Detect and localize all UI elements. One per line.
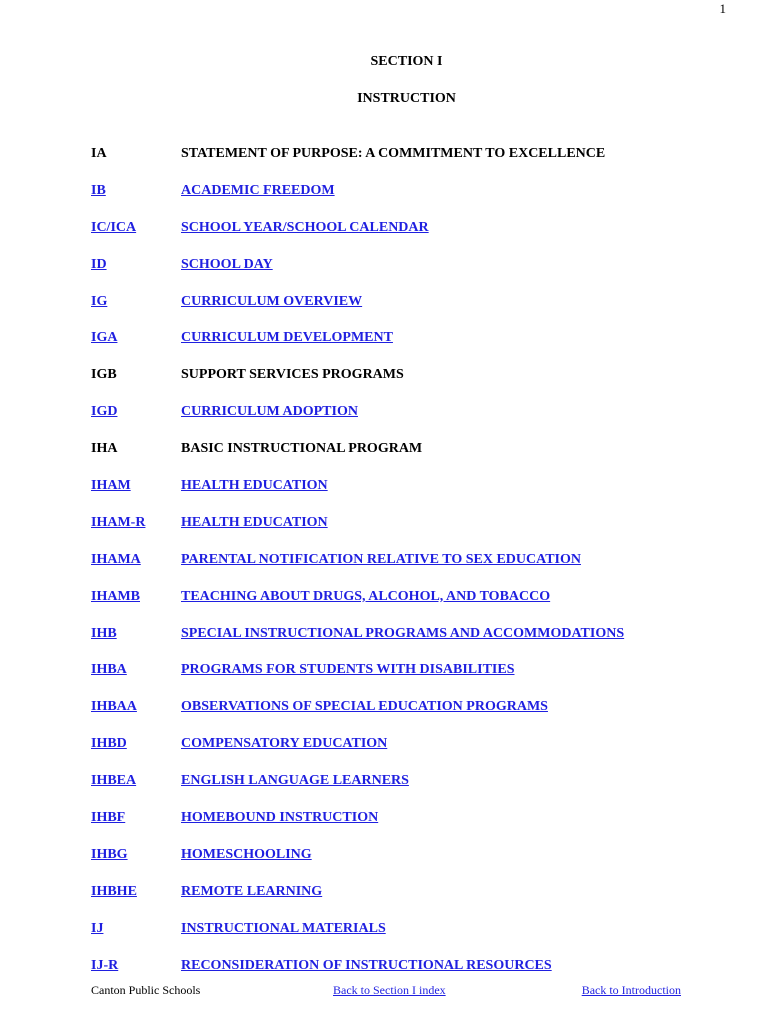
policy-entry[interactable] [91, 183, 731, 220]
policy-code-link[interactable]: IHB [91, 625, 117, 641]
policy-code-link[interactable]: IHAM-R [91, 514, 146, 530]
policy-title-link[interactable]: CURRICULUM ADOPTION [181, 404, 358, 420]
footer-organization: Canton Public Schools [91, 983, 201, 997]
policy-entry[interactable] [91, 515, 731, 552]
policy-entry[interactable] [91, 699, 731, 736]
policy-entry[interactable] [91, 884, 731, 921]
policy-code-link[interactable]: IGD [91, 404, 118, 420]
page-footer [91, 983, 681, 999]
policy-entry[interactable] [91, 589, 731, 626]
policy-index-list [91, 146, 731, 994]
policy-entry[interactable] [91, 810, 731, 847]
policy-title-link[interactable]: COMPENSATORY EDUCATION [181, 736, 388, 752]
policy-entry[interactable] [91, 626, 731, 663]
policy-entry[interactable] [91, 847, 731, 884]
policy-title-link[interactable]: INSTRUCTIONAL MATERIALS [181, 920, 386, 936]
policy-code-link[interactable]: IHBF [91, 810, 126, 826]
policy-code: IGB [91, 367, 117, 383]
policy-code-link[interactable]: IC/ICA [91, 219, 137, 235]
policy-code-link[interactable]: IJ-R [91, 957, 119, 973]
policy-title-link[interactable]: RECONSIDERATION OF INSTRUCTIONAL RESOURCES [181, 957, 552, 973]
policy-title: STATEMENT OF PURPOSE: A COMMITMENT TO EXCELLENCE [181, 146, 606, 161]
back-to-introduction-link[interactable]: Back to Introduction [581, 983, 681, 997]
page-number: 1 [719, 1, 726, 16]
policy-title-link[interactable]: TEACHING ABOUT DRUGS, ALCOHOL, AND TOBACCO [181, 588, 551, 604]
back-to-section-index-link[interactable]: Back to Section I index [333, 983, 446, 997]
policy-title-link[interactable]: SCHOOL YEAR/SCHOOL CALENDAR [181, 219, 429, 235]
policy-code-link[interactable]: IHBHE [91, 883, 137, 899]
policy-code-link[interactable]: IG [91, 293, 108, 309]
policy-code-link[interactable]: IJ [91, 920, 104, 936]
policy-code-link[interactable]: IHBEA [91, 773, 137, 789]
policy-code-link[interactable]: IB [91, 182, 106, 198]
policy-title-link[interactable]: ENGLISH LANGUAGE LEARNERS [181, 773, 409, 789]
policy-title-link[interactable]: PROGRAMS FOR STUDENTS WITH DISABILITIES [181, 662, 515, 678]
policy-title-link[interactable]: HEALTH EDUCATION [181, 478, 328, 494]
policy-code-link[interactable]: IHAM [91, 478, 131, 494]
policy-entry[interactable] [91, 736, 731, 773]
policy-entry[interactable] [91, 330, 731, 367]
policy-title: SUPPORT SERVICES PROGRAMS [181, 367, 404, 383]
policy-entry [91, 146, 731, 183]
policy-entry [91, 441, 731, 478]
policy-title-link[interactable]: ACADEMIC FREEDOM [181, 182, 335, 198]
policy-title-link[interactable]: HEALTH EDUCATION [181, 514, 328, 530]
policy-entry[interactable] [91, 662, 731, 699]
policy-title-link[interactable]: SCHOOL DAY [181, 256, 273, 272]
policy-title-link[interactable]: OBSERVATIONS OF SPECIAL EDUCATION PROGRAMS [181, 699, 548, 715]
policy-title-link[interactable]: CURRICULUM OVERVIEW [181, 293, 363, 309]
policy-entry[interactable] [91, 404, 731, 441]
policy-code-link[interactable]: IGA [91, 330, 118, 346]
section-heading: SECTION I [370, 54, 443, 69]
policy-code-link[interactable]: IHAMB [91, 588, 140, 604]
policy-code-link[interactable]: IHBD [91, 736, 127, 752]
policy-title-link[interactable]: HOMESCHOOLING [181, 846, 312, 862]
policy-entry [91, 367, 731, 404]
policy-entry[interactable] [91, 921, 731, 958]
policy-code: IA [91, 146, 107, 161]
policy-code-link[interactable]: ID [91, 256, 107, 272]
policy-title-link[interactable]: CURRICULUM DEVELOPMENT [181, 330, 393, 346]
policy-title: BASIC INSTRUCTIONAL PROGRAM [181, 441, 423, 457]
policy-entry[interactable] [91, 220, 731, 257]
policy-title-link[interactable]: HOMEBOUND INSTRUCTION [181, 810, 379, 826]
policy-code-link[interactable]: IHBA [91, 662, 127, 678]
section-subtitle: INSTRUCTION [357, 91, 456, 106]
policy-entry[interactable] [91, 552, 731, 589]
policy-code-link[interactable]: IHBAA [91, 699, 137, 715]
policy-title-link[interactable]: REMOTE LEARNING [181, 883, 323, 899]
policy-code-link[interactable]: IHBG [91, 846, 128, 862]
policy-entry[interactable] [91, 773, 731, 810]
policy-title-link[interactable]: PARENTAL NOTIFICATION RELATIVE TO SEX EDUCATION [181, 551, 581, 567]
policy-entry[interactable] [91, 478, 731, 515]
policy-entry[interactable] [91, 294, 731, 331]
policy-code: IHA [91, 441, 118, 457]
policy-entry[interactable] [91, 257, 731, 294]
policy-code-link[interactable]: IHAMA [91, 551, 141, 567]
policy-title-link[interactable]: SPECIAL INSTRUCTIONAL PROGRAMS AND ACCOMMODATIONS [181, 625, 625, 641]
